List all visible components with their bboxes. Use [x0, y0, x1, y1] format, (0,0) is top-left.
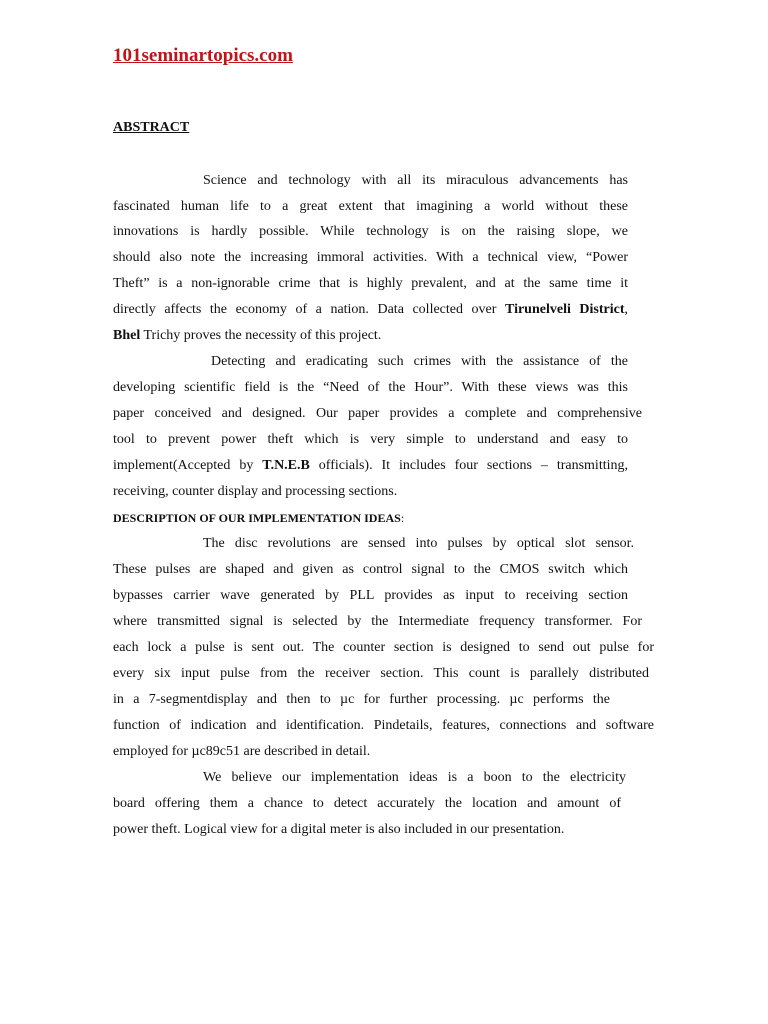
- description-heading: DESCRIPTION OF OUR IMPLEMENTATION IDEAS:: [113, 511, 405, 525]
- text-line: fascinated human life to a great extent that imagining a world without these: [113, 199, 628, 214]
- text-line: Theft” is a non-ignorable crime that is highly prevalent, and at the same time it: [113, 276, 628, 291]
- text-line: These pulses are shaped and given as control signal to the CMOS switch which: [113, 562, 628, 577]
- text-line: board offering them a chance to detect accurately the location and amount of: [113, 796, 621, 811]
- text-line: power theft. Logical view for a digital meter is also included in our presentation.: [113, 822, 565, 837]
- text-line: developing scientific field is the “Need of the Hour”. With these views was this: [113, 380, 628, 395]
- text-line: every six input pulse from the receiver section. This count is parallely distributed: [113, 666, 649, 681]
- site-link[interactable]: 101seminartopics.com: [113, 45, 293, 66]
- text-line: receiving, counter display and processing sections.: [113, 484, 398, 499]
- text-line: Science and technology with all its miraculous advancements has: [203, 173, 628, 188]
- text-line: Bhel Trichy proves the necessity of this project.: [113, 328, 382, 343]
- text-line: each lock a pulse is sent out. The counter section is designed to send out pulse for: [113, 640, 654, 655]
- text-line: implement(Accepted by T.N.E.B officials). It includes four sections – transmitting,: [113, 458, 628, 473]
- text-line: paper conceived and designed. Our paper provides a complete and comprehensive: [113, 406, 642, 421]
- text-line: We believe our implementation ideas is a boon to the electricity: [203, 770, 626, 785]
- text-line: directly affects the economy of a nation. Data collected over Tirunelveli District,: [113, 302, 628, 317]
- text-line: innovations is hardly possible. While technology is on the raising slope, we: [113, 224, 628, 239]
- text-line: bypasses carrier wave generated by PLL provides as input to receiving section: [113, 588, 628, 603]
- text-line: The disc revolutions are sensed into pulses by optical slot sensor.: [203, 536, 634, 551]
- text-line: where transmitted signal is selected by the Intermediate frequency transformer. For: [113, 614, 642, 629]
- text-line: function of indication and identification. Pindetails, features, connections and software: [113, 718, 654, 733]
- text-line: Detecting and eradicating such crimes with the assistance of the: [211, 354, 628, 369]
- text-line: employed for µc89c51 are described in detail.: [113, 744, 371, 759]
- abstract-heading: ABSTRACT: [113, 120, 190, 135]
- text-line: tool to prevent power theft which is very simple to understand and easy to: [113, 432, 628, 447]
- text-line: should also note the increasing immoral activities. With a technical view, “Power: [113, 250, 628, 265]
- text-line: in a 7-segmentdisplay and then to µc for further processing. µc performs the: [113, 692, 610, 707]
